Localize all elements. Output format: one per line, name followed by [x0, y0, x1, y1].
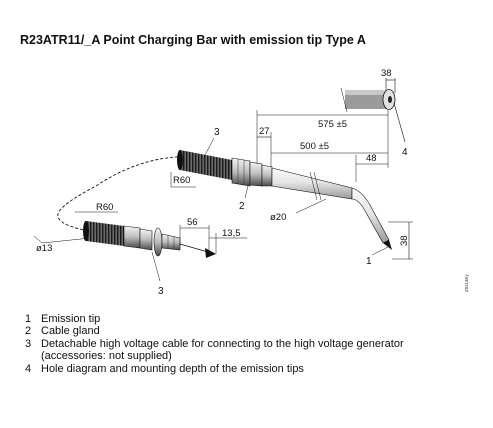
lower-gland-2	[140, 229, 152, 250]
dim-gland-offset: 27	[259, 126, 270, 137]
upper-cable-connector	[171, 127, 232, 187]
lower-pin	[180, 244, 208, 252]
leader-3-top	[205, 138, 214, 155]
dim-tip-height: 38	[399, 235, 410, 246]
legend-number: 3	[25, 337, 32, 350]
lower-gland-1	[124, 226, 140, 248]
legend-number: 4	[25, 362, 32, 375]
dim-cable-diameter: ø13	[36, 243, 53, 254]
hole-diagram	[341, 68, 408, 158]
cable-gland	[232, 158, 272, 212]
legend-text: Cable gland	[41, 325, 100, 338]
legend-item	[25, 363, 404, 375]
tip-height-dim	[388, 222, 413, 259]
dim-connector-offset: 13,5	[222, 228, 241, 239]
diagram-title: R23ATR11/_A Point Charging Bar with emission tip Type A	[20, 33, 366, 47]
lower-cable-end	[83, 221, 89, 241]
gland-nut-1	[232, 158, 250, 186]
legend-item	[25, 313, 404, 325]
side-code: Z0114Ey	[464, 274, 469, 292]
legend-number: 1	[25, 313, 32, 325]
lower-plug-body	[162, 234, 180, 250]
hole-opening	[388, 96, 392, 103]
leader-2	[245, 186, 248, 198]
hole-diameter-label: 38	[381, 68, 392, 79]
lower-pin-tip	[205, 248, 216, 258]
bar-rod	[272, 168, 352, 199]
lower-cable-connector	[34, 202, 247, 297]
dim-bar-length: 500 ±5	[300, 141, 329, 152]
callout-3-bottom: 3	[158, 286, 164, 297]
callout-2: 2	[239, 201, 245, 212]
callout-3-top: 3	[214, 127, 220, 138]
leader-1	[372, 246, 390, 255]
legend	[25, 313, 404, 375]
legend-item	[25, 338, 404, 363]
callout-4: 4	[402, 147, 408, 158]
cable-dia-tick	[34, 236, 42, 243]
dim-connector-length: 56	[187, 217, 198, 228]
dim-overall-length: 575 ±5	[318, 119, 347, 130]
callout-1: 1	[366, 256, 372, 267]
legend-text: Hole diagram and mounting depth of the emission tips	[41, 362, 304, 375]
bar-diameter-leader	[296, 199, 326, 213]
dim-bend-radius-bottom: R60	[96, 202, 114, 213]
leader-4	[394, 103, 405, 142]
dim-bend-radius-top: R60	[173, 175, 191, 186]
lower-flange	[154, 228, 162, 256]
legend-text: Emission tip	[41, 313, 101, 325]
hole-block-highlight	[345, 90, 387, 95]
gland-sleeve	[262, 165, 272, 186]
gland-nut-2	[250, 162, 262, 186]
dim-bar-diameter: ø20	[270, 212, 287, 223]
legend-item	[25, 325, 404, 337]
bar-bend	[352, 188, 389, 243]
lower-cable-knurl	[86, 221, 124, 246]
legend-number: 2	[25, 325, 32, 338]
bar-diameter-dim	[270, 199, 326, 223]
upper-cable-end	[177, 150, 183, 170]
charging-bar	[272, 168, 392, 267]
legend-text: Detachable high voltage cable for connecting to the high voltage generator (accessories: not supplied)	[41, 337, 404, 363]
leader-3-bottom	[152, 252, 160, 281]
dim-tip-offset: 48	[366, 153, 377, 164]
